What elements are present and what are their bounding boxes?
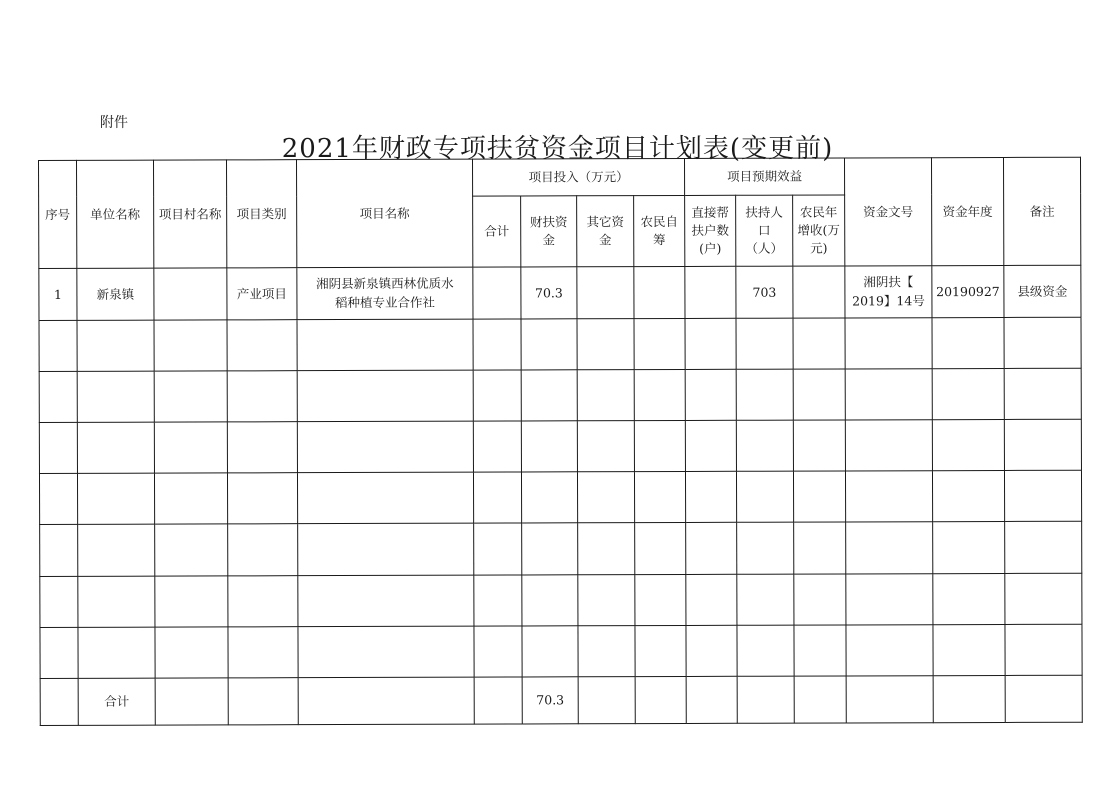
empty-cell (228, 575, 298, 626)
cell-category: 产业项目 (227, 268, 297, 319)
empty-cell (845, 471, 932, 522)
empty-cell (634, 472, 685, 523)
empty-cell (577, 472, 634, 523)
header-total: 合计 (473, 196, 521, 268)
empty-cell (39, 371, 77, 422)
empty-cell (39, 320, 77, 371)
empty-cell (793, 318, 845, 369)
cell-seq: 1 (39, 269, 77, 320)
empty-cell (932, 368, 1004, 419)
empty-cell (77, 422, 154, 473)
empty-cell (474, 626, 522, 677)
empty-cell (78, 524, 155, 575)
footer-empty-cell (578, 677, 635, 724)
empty-cell (933, 573, 1005, 624)
empty-table-row (39, 317, 1081, 371)
empty-cell (522, 626, 578, 677)
empty-cell (686, 574, 737, 625)
empty-table-row (39, 419, 1081, 473)
header-income-line2: 增收(万 (797, 222, 840, 238)
header-direct (685, 195, 736, 267)
empty-cell (474, 523, 522, 574)
empty-cell (227, 319, 297, 370)
empty-cell (686, 523, 737, 574)
empty-table-row (39, 470, 1081, 524)
empty-cell (154, 473, 227, 524)
footer-label: 合计 (78, 678, 155, 725)
header-village: 项目村名称 (154, 160, 227, 269)
header-income (793, 195, 845, 267)
empty-cell (154, 320, 227, 371)
footer-empty-cell (155, 678, 228, 725)
empty-cell (1004, 419, 1081, 470)
header-farmer-line2: 筹 (652, 232, 666, 248)
header-benefit-group: 项目预期效益 (685, 158, 845, 195)
empty-cell (521, 318, 577, 369)
cell-project-name (297, 268, 473, 320)
empty-rows (39, 317, 1082, 679)
table-row (39, 266, 1081, 320)
footer-fiscal: 70.3 (522, 677, 578, 724)
footer-empty-cell (686, 676, 737, 723)
empty-cell (635, 625, 686, 676)
empty-cell (737, 574, 794, 625)
plan-table (38, 157, 1083, 726)
header-row-1 (39, 157, 1081, 197)
empty-cell (227, 371, 297, 422)
empty-cell (736, 471, 793, 522)
header-farmer-line1: 农民自 (640, 214, 678, 230)
empty-cell (473, 421, 521, 472)
empty-cell (578, 523, 635, 574)
header-seq: 序号 (39, 160, 77, 269)
header-unit: 单位名称 (77, 160, 154, 269)
empty-cell (635, 523, 686, 574)
empty-table-row (39, 368, 1081, 422)
empty-cell (846, 522, 933, 573)
empty-cell (298, 575, 474, 627)
empty-cell (635, 574, 686, 625)
footer-empty-cell (474, 677, 522, 724)
empty-cell (685, 318, 736, 369)
empty-cell (634, 420, 685, 471)
footer-empty-cell (794, 676, 846, 723)
empty-cell (297, 421, 473, 473)
cell-population: 703 (736, 267, 793, 318)
empty-cell (933, 522, 1005, 573)
header-direct-line3: (户) (699, 241, 722, 257)
empty-cell (77, 320, 154, 371)
empty-cell (155, 575, 228, 626)
header-pop-line1: 扶持人 (745, 204, 783, 220)
empty-cell (154, 371, 227, 422)
attachment-label: 附件 (100, 115, 128, 131)
cell-doc-no-line1: 湘阴扶【 (863, 274, 914, 290)
empty-table-row (40, 573, 1082, 627)
empty-table-row (40, 624, 1082, 678)
empty-cell (846, 573, 933, 624)
page-title: 2021年财政专项扶贫资金项目计划表(变更前) (281, 134, 834, 164)
empty-cell (521, 472, 577, 523)
empty-cell (932, 419, 1004, 470)
empty-cell (39, 422, 77, 473)
header-remark: 备注 (1004, 157, 1081, 266)
empty-cell (1004, 470, 1081, 521)
empty-cell (78, 627, 155, 678)
empty-cell (845, 317, 932, 368)
header-fiscal (521, 196, 577, 268)
header-pop-line3: （人） (745, 240, 784, 256)
cell-project-name-line1: 湘阴县新泉镇西林优质水 (316, 276, 454, 292)
empty-cell (77, 473, 154, 524)
header-population (736, 195, 793, 267)
empty-cell (227, 473, 297, 524)
header-fiscal-line2: 金 (542, 232, 556, 248)
empty-cell (154, 422, 227, 473)
header-category: 项目类别 (227, 160, 297, 269)
cell-project-name-line2: 稻种植专业合作社 (334, 294, 435, 310)
header-pop-line2: 口 (757, 222, 771, 238)
header-direct-line2: 扶户数 (691, 222, 730, 239)
cell-remark: 县级资金 (1004, 266, 1081, 317)
empty-cell (793, 420, 845, 471)
empty-cell (1005, 624, 1082, 675)
cell-income (793, 266, 845, 317)
empty-cell (794, 573, 846, 624)
empty-cell (78, 576, 155, 627)
empty-cell (39, 474, 77, 525)
footer-empty-cell (298, 677, 474, 725)
footer-empty-cell (1005, 675, 1082, 722)
empty-cell (522, 523, 578, 574)
empty-cell (77, 371, 154, 422)
cell-farmer (634, 267, 685, 318)
empty-cell (793, 369, 845, 420)
cell-doc-no (845, 266, 932, 317)
header-project-name: 项目名称 (297, 159, 473, 268)
header-income-line1: 农民年 (799, 204, 838, 220)
empty-cell (845, 420, 932, 471)
empty-cell (577, 421, 634, 472)
empty-cell (155, 524, 228, 575)
header-farmer (634, 195, 685, 267)
footer-seq-cell (40, 678, 78, 725)
header-investment-group: 项目投入（万元） (472, 158, 684, 196)
empty-cell (227, 422, 297, 473)
cell-direct (685, 267, 736, 318)
empty-cell (40, 525, 78, 576)
header-other (577, 195, 634, 267)
empty-cell (1005, 573, 1082, 624)
empty-cell (736, 369, 793, 420)
header-direct-line1: 直接帮 (691, 204, 729, 220)
empty-cell (1004, 368, 1081, 419)
empty-cell (845, 369, 932, 420)
empty-cell (473, 472, 521, 523)
empty-cell (1004, 317, 1081, 368)
footer-empty-cell (933, 675, 1005, 722)
empty-cell (521, 370, 577, 421)
header-fiscal-line1: 财扶资 (529, 214, 568, 230)
footer-empty-cell (737, 676, 794, 723)
empty-cell (473, 319, 521, 370)
empty-cell (297, 370, 473, 422)
empty-cell (846, 624, 933, 675)
cell-village (154, 268, 227, 319)
empty-cell (794, 522, 846, 573)
empty-cell (737, 625, 794, 676)
empty-cell (228, 626, 298, 677)
empty-cell (685, 369, 736, 420)
header-fund-year: 资金年度 (932, 157, 1004, 266)
cell-fund-year: 20190927 (932, 266, 1004, 317)
header-other-line1: 其它资 (586, 214, 624, 230)
cell-other (577, 267, 634, 318)
empty-cell (686, 625, 737, 676)
footer-empty-cell (228, 678, 298, 725)
empty-cell (736, 420, 793, 471)
empty-cell (932, 317, 1004, 368)
empty-cell (40, 576, 78, 627)
cell-fiscal: 70.3 (521, 267, 577, 318)
empty-table-row (40, 522, 1082, 576)
footer-empty-cell (635, 676, 686, 723)
cell-unit: 新泉镇 (77, 269, 154, 320)
empty-cell (736, 318, 793, 369)
empty-cell (155, 627, 228, 678)
header-doc-no: 资金文号 (845, 158, 932, 267)
empty-cell (933, 624, 1005, 675)
header-other-line2: 金 (598, 232, 612, 248)
empty-cell (793, 471, 845, 522)
footer-empty-cell (846, 676, 933, 723)
cell-total (473, 267, 521, 318)
empty-cell (685, 471, 736, 522)
empty-cell (577, 369, 634, 420)
empty-cell (473, 370, 521, 421)
empty-cell (522, 574, 578, 625)
cell-doc-no-line2: 2019】14号 (852, 292, 925, 309)
empty-cell (1005, 522, 1082, 573)
empty-cell (578, 574, 635, 625)
empty-cell (474, 575, 522, 626)
empty-cell (40, 627, 78, 678)
empty-cell (298, 626, 474, 678)
empty-cell (577, 318, 634, 369)
empty-cell (298, 523, 474, 575)
empty-cell (685, 420, 736, 471)
header-income-line3: 元) (810, 240, 828, 256)
empty-cell (578, 625, 635, 676)
footer-row (40, 675, 1082, 725)
empty-cell (297, 319, 473, 371)
empty-cell (228, 524, 298, 575)
empty-cell (932, 471, 1004, 522)
empty-cell (737, 522, 794, 573)
empty-cell (297, 472, 473, 524)
empty-cell (521, 421, 577, 472)
empty-cell (634, 369, 685, 420)
empty-cell (634, 318, 685, 369)
empty-cell (794, 625, 846, 676)
